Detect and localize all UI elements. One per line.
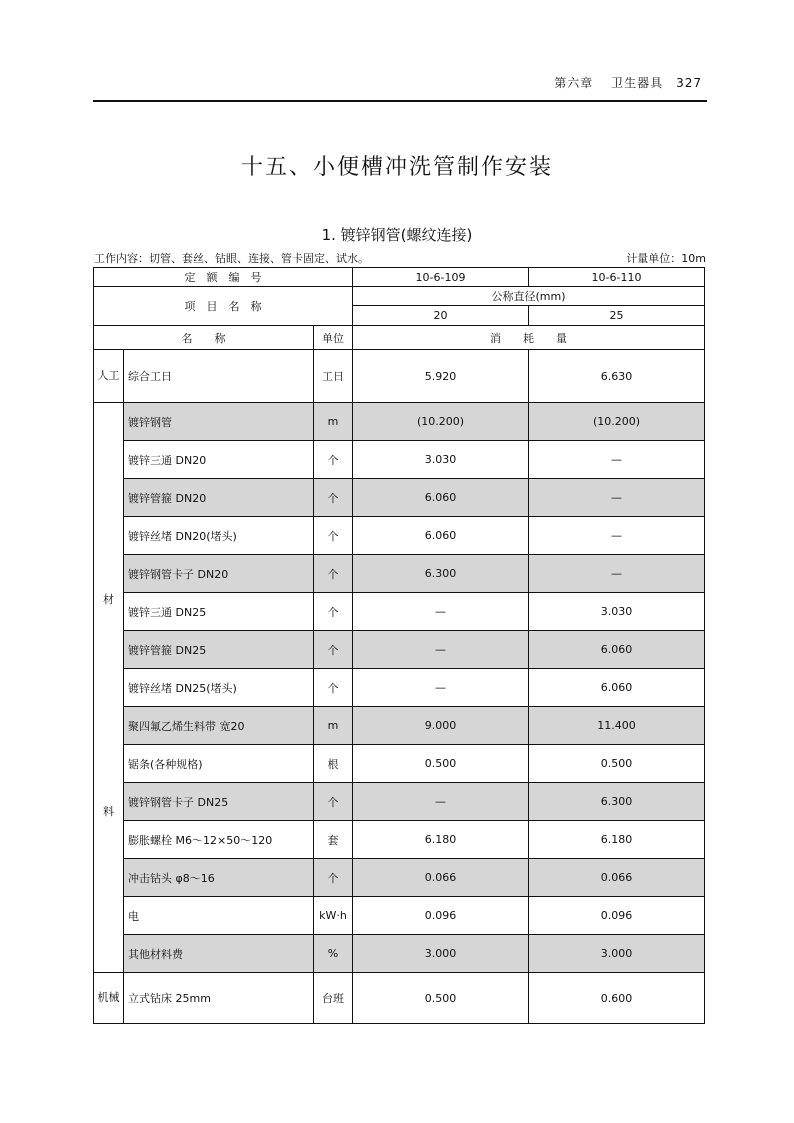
machine-value-1: 0.500 — [353, 973, 529, 1024]
labor-value-1: 5.920 — [353, 350, 529, 403]
material-unit: 个 — [314, 669, 353, 707]
material-value-1: — — [353, 631, 529, 669]
diameter-2: 25 — [529, 306, 705, 326]
material-unit: % — [314, 935, 353, 973]
labor-name: 综合工日 — [124, 350, 314, 403]
material-row — [94, 631, 705, 669]
material-unit: 套 — [314, 821, 353, 859]
item-name-label: 项 目 名 称 — [94, 287, 353, 326]
material-value-1: 0.066 — [353, 859, 529, 897]
subsection-title: 1. 镀锌钢管(螺纹连接) — [321, 226, 473, 244]
material-value-1: 6.180 — [353, 821, 529, 859]
labor-row — [94, 350, 705, 403]
material-name: 锯条(各种规格) — [124, 745, 314, 783]
material-value-2: — — [529, 517, 705, 555]
material-unit: 个 — [314, 441, 353, 479]
material-value-2: 11.400 — [529, 707, 705, 745]
material-row — [94, 555, 705, 593]
labor-value-2: 6.630 — [529, 350, 705, 403]
material-value-2: 0.500 — [529, 745, 705, 783]
material-unit: 个 — [314, 783, 353, 821]
diameter-header-row — [94, 287, 705, 306]
material-name: 聚四氟乙烯生料带 宽20 — [124, 707, 314, 745]
labor-unit: 工日 — [314, 350, 353, 403]
quota-number-label: 定 额 编 号 — [94, 268, 353, 287]
material-value-1: 6.060 — [353, 479, 529, 517]
material-value-1: (10.200) — [353, 403, 529, 441]
material-row — [94, 783, 705, 821]
column-header-row — [94, 326, 705, 350]
material-name: 镀锌丝堵 DN20(堵头) — [124, 517, 314, 555]
material-value-1: — — [353, 593, 529, 631]
material-value-2: 0.066 — [529, 859, 705, 897]
material-row — [94, 441, 705, 479]
material-row — [94, 707, 705, 745]
work-content-line — [94, 250, 706, 266]
column-consumption-header: 消 耗 量 — [353, 326, 705, 350]
material-name: 电 — [124, 897, 314, 935]
material-value-1: — — [353, 783, 529, 821]
material-category — [94, 403, 124, 973]
material-value-2: 6.300 — [529, 783, 705, 821]
material-value-2: 3.000 — [529, 935, 705, 973]
header-rule — [93, 100, 707, 102]
material-name: 膨胀螺栓 M6～12×50～120 — [124, 821, 314, 859]
material-row — [94, 859, 705, 897]
material-unit: 个 — [314, 593, 353, 631]
material-name: 镀锌管箍 DN25 — [124, 631, 314, 669]
material-value-1: — — [353, 669, 529, 707]
material-value-2: 0.096 — [529, 897, 705, 935]
material-name: 镀锌钢管卡子 DN25 — [124, 783, 314, 821]
material-name: 镀锌钢管卡子 DN20 — [124, 555, 314, 593]
machine-value-2: 0.600 — [529, 973, 705, 1024]
material-unit: m — [314, 403, 353, 441]
quota-number-1: 10-6-109 — [353, 268, 529, 287]
material-value-1: 6.300 — [353, 555, 529, 593]
material-value-1: 0.096 — [353, 897, 529, 935]
column-unit-header: 单位 — [314, 326, 353, 350]
section-title: 十五、小便槽冲洗管制作安装 — [240, 155, 553, 180]
material-row — [94, 897, 705, 935]
quota-number-2: 10-6-110 — [529, 268, 705, 287]
material-value-2: — — [529, 479, 705, 517]
material-value-2: — — [529, 441, 705, 479]
material-value-2: (10.200) — [529, 403, 705, 441]
material-name: 镀锌管箍 DN20 — [124, 479, 314, 517]
material-value-2: 3.030 — [529, 593, 705, 631]
machine-row — [94, 973, 705, 1024]
material-row — [94, 403, 705, 441]
material-value-1: 3.000 — [353, 935, 529, 973]
material-row — [94, 821, 705, 859]
material-value-2: — — [529, 555, 705, 593]
material-unit: kW·h — [314, 897, 353, 935]
material-value-1: 9.000 — [353, 707, 529, 745]
quota-number-row — [94, 268, 705, 287]
material-name: 镀锌三通 DN20 — [124, 441, 314, 479]
material-row — [94, 593, 705, 631]
machine-category: 机械 — [94, 973, 124, 1024]
quota-table — [93, 267, 705, 1024]
material-name: 其他材料费 — [124, 935, 314, 973]
material-row — [94, 517, 705, 555]
machine-name: 立式钻床 25mm — [124, 973, 314, 1024]
material-rows — [94, 403, 705, 973]
column-name-header: 名 称 — [94, 326, 314, 350]
diameter-1: 20 — [353, 306, 529, 326]
material-value-1: 6.060 — [353, 517, 529, 555]
material-name: 镀锌丝堵 DN25(堵头) — [124, 669, 314, 707]
material-unit: 个 — [314, 555, 353, 593]
material-row — [94, 935, 705, 973]
material-category-top: 材 — [103, 593, 114, 606]
diameter-label: 公称直径(mm) — [353, 287, 705, 306]
labor-category: 人工 — [94, 350, 124, 403]
material-unit: 根 — [314, 745, 353, 783]
machine-unit: 台班 — [314, 973, 353, 1024]
material-unit: 个 — [314, 517, 353, 555]
material-unit: 个 — [314, 631, 353, 669]
material-value-2: 6.060 — [529, 669, 705, 707]
work-content: 工作内容：切管、套丝、钻眼、连接、管卡固定、试水。 — [94, 252, 369, 265]
material-name: 冲击钻头 φ8～16 — [124, 859, 314, 897]
material-value-1: 0.500 — [353, 745, 529, 783]
material-row — [94, 479, 705, 517]
running-head: 第六章 卫生器具 327 — [554, 76, 702, 90]
material-name: 镀锌三通 DN25 — [124, 593, 314, 631]
material-row — [94, 669, 705, 707]
material-value-1: 3.030 — [353, 441, 529, 479]
material-unit: 个 — [314, 479, 353, 517]
material-value-2: 6.060 — [529, 631, 705, 669]
material-name: 镀锌钢管 — [124, 403, 314, 441]
material-row — [94, 745, 705, 783]
material-category-bottom: 料 — [103, 805, 114, 818]
measurement-unit: 计量单位：10m — [626, 252, 706, 265]
material-unit: 个 — [314, 859, 353, 897]
material-value-2: 6.180 — [529, 821, 705, 859]
material-unit: m — [314, 707, 353, 745]
